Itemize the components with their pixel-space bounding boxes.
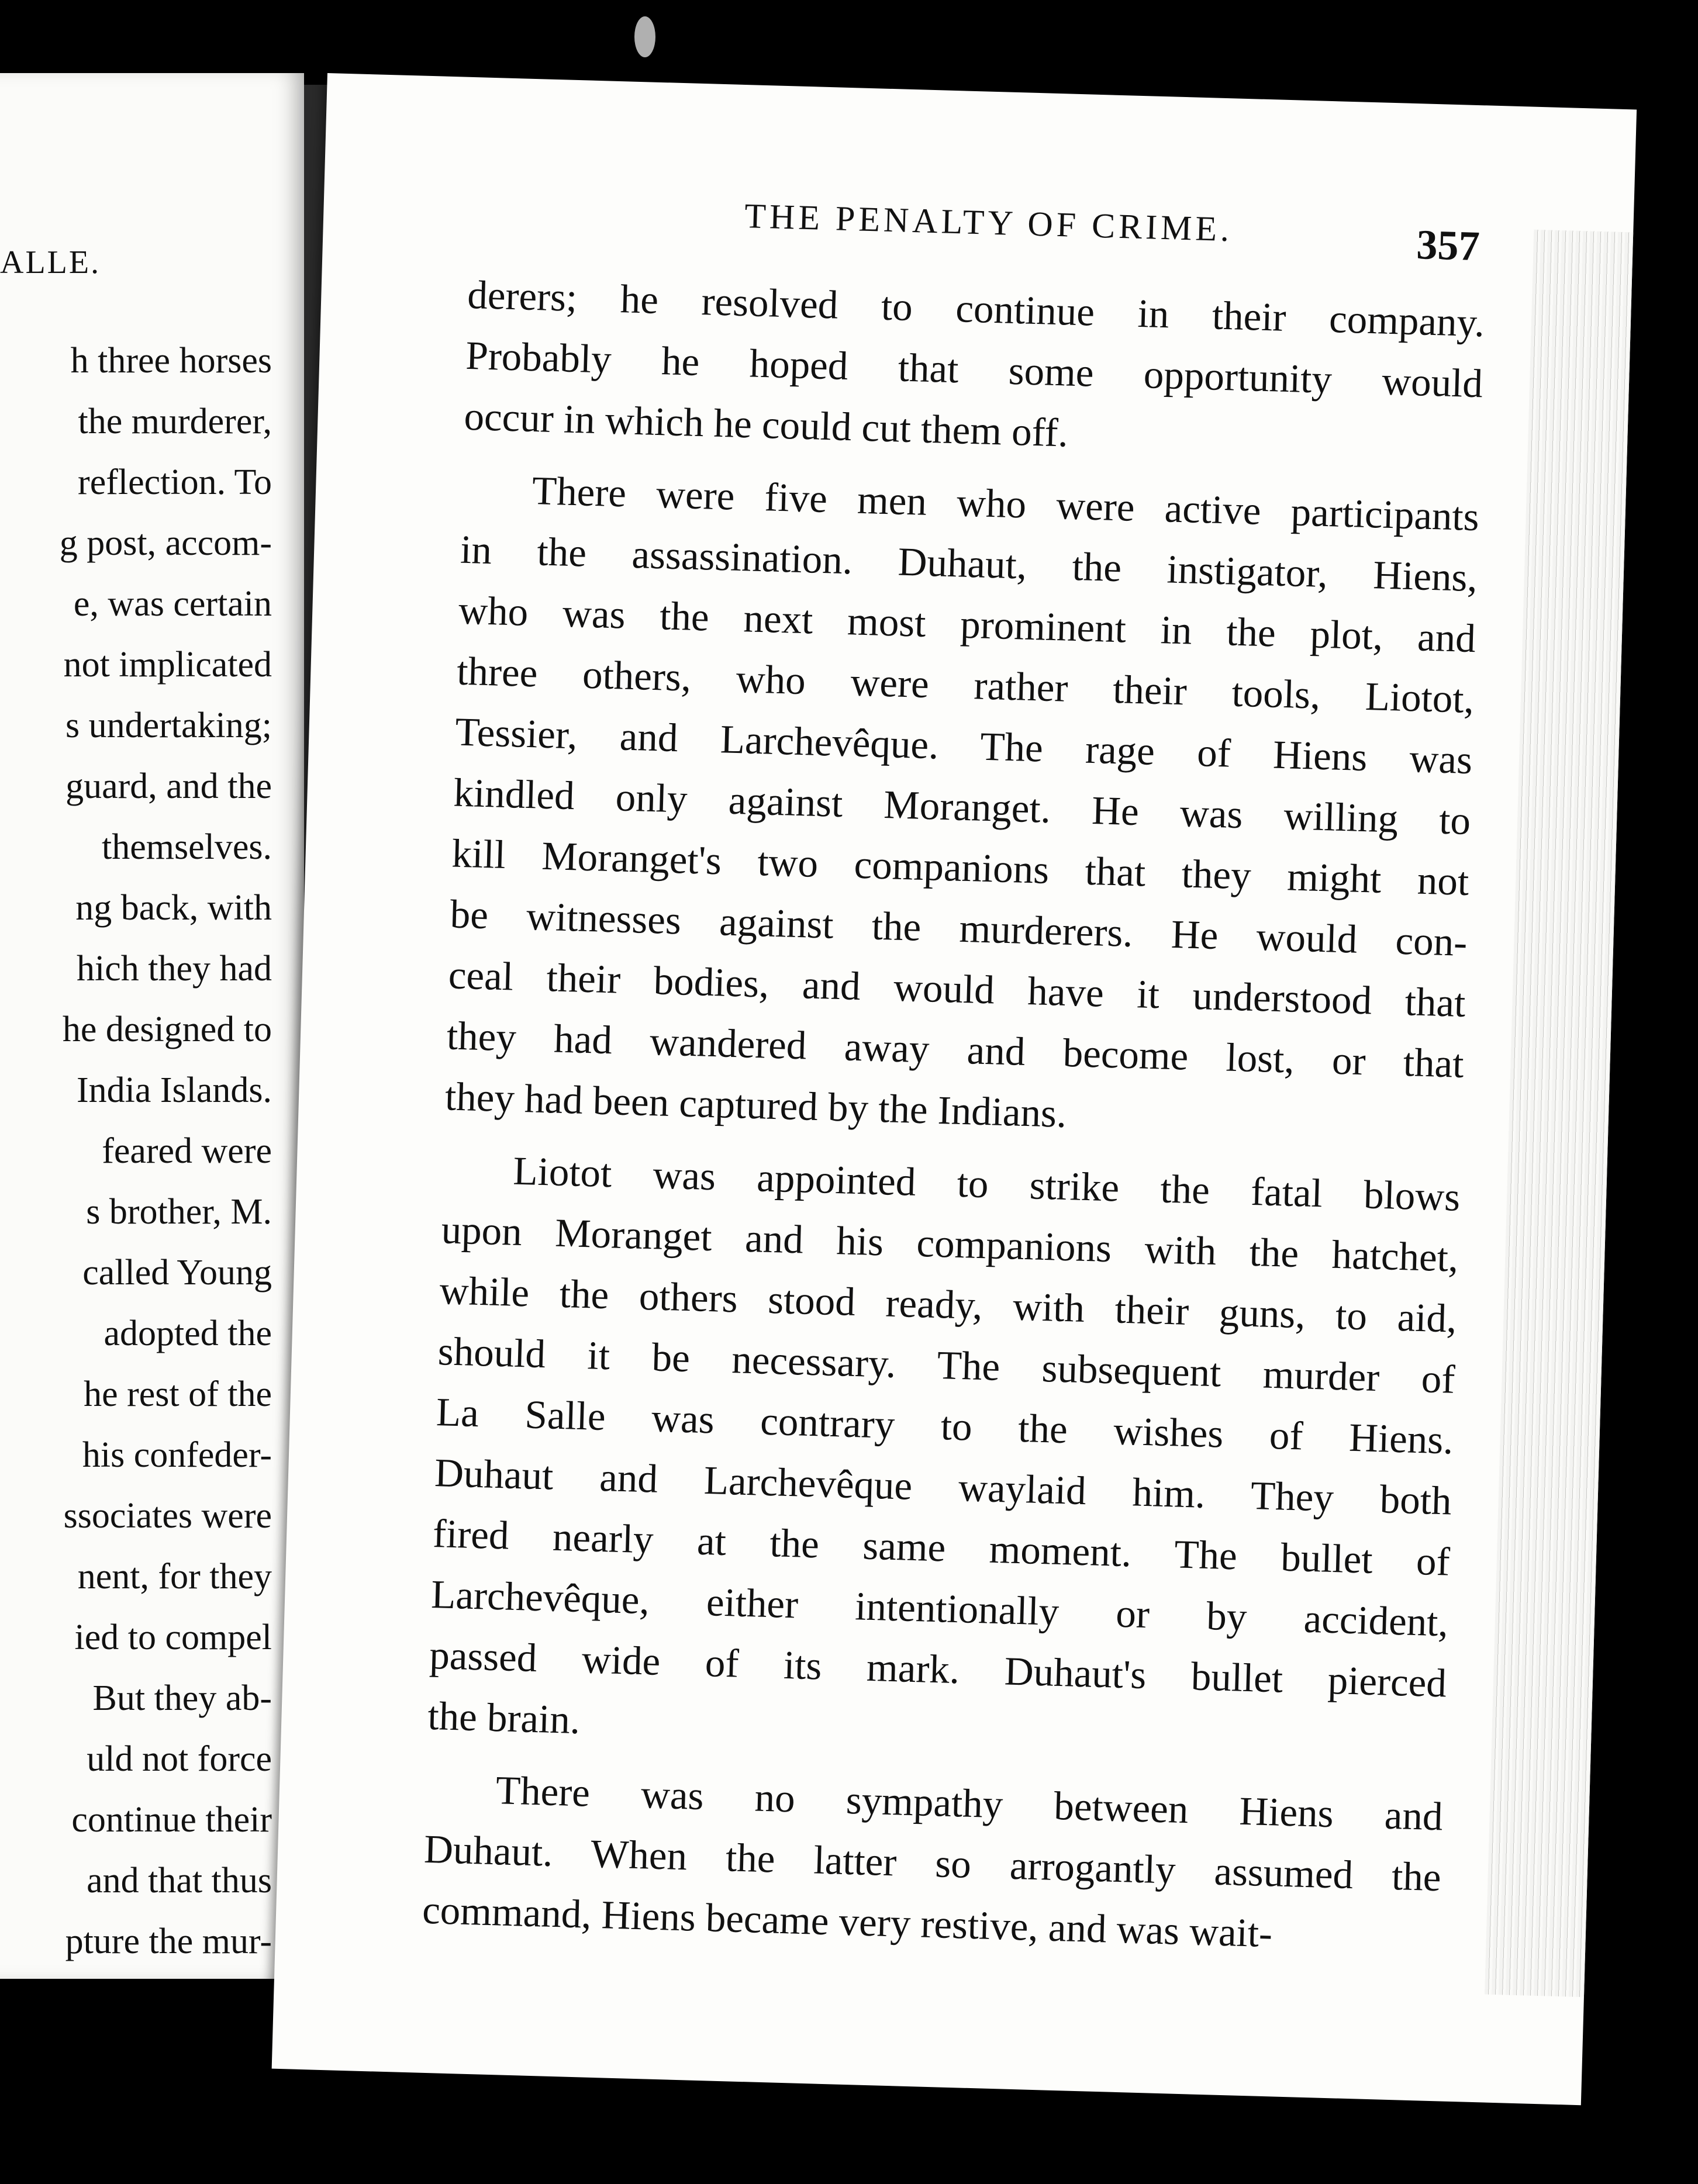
- text-line: the brain.: [427, 1693, 581, 1743]
- left-page-line: ng back, with: [75, 888, 272, 928]
- paragraph: [422, 1758, 1444, 1968]
- left-page-line: feared were: [102, 1131, 272, 1171]
- text-line: while the others stood ready, with their guns, to aid,: [439, 1268, 1458, 1341]
- text-line: in the assassination. Duhaut, the instigator, Hiens,: [460, 527, 1478, 600]
- text-line: La Salle was contrary to the wishes of Hiens.: [436, 1390, 1454, 1463]
- running-head: THE PENALTY OF CRIME.: [744, 196, 1233, 249]
- left-running-head: ALLE.: [0, 244, 101, 281]
- text-line: three others, who were rather their tools, Liotot,: [456, 648, 1475, 722]
- text-line: kindled only against Moranget. He was willing to: [453, 770, 1472, 844]
- left-page-line: hich they had: [76, 949, 272, 989]
- left-page-line: he rest of the: [84, 1374, 272, 1414]
- text-line: derers; he resolved to continue in their company.: [467, 272, 1485, 345]
- text-line: occur in which he could cut them off.: [463, 393, 1069, 455]
- page-edges: [1485, 230, 1633, 1998]
- right-page: [272, 73, 1637, 2105]
- text-line: fired nearly at the same moment. The bullet of: [432, 1511, 1451, 1584]
- left-page: [0, 73, 304, 1979]
- text-line: they had wandered away and become lost, or that: [446, 1013, 1465, 1086]
- paragraph: [427, 1138, 1461, 1774]
- body-text: [422, 264, 1485, 1968]
- text-line: should it be necessary. The subsequent murder of: [437, 1329, 1456, 1402]
- left-page-line: continue their: [71, 1800, 272, 1840]
- left-page-text: [0, 330, 304, 1972]
- left-page-line: e, was certain: [73, 584, 272, 624]
- scan-speck: [634, 16, 655, 57]
- page-number: 357: [1416, 221, 1480, 270]
- left-page-line: g post, accom-: [59, 523, 272, 563]
- text-line: Duhaut. When the latter so arrogantly assumed the: [423, 1826, 1442, 1900]
- text-line: be witnesses against the murderers. He would con-: [449, 891, 1468, 965]
- left-page-line: themselves.: [102, 827, 272, 867]
- text-line: There were five men who were active participants: [532, 468, 1480, 540]
- left-page-line: pture the mur-: [65, 1922, 272, 1961]
- left-page-line: his confeder-: [82, 1435, 272, 1475]
- text-line: upon Moranget and his companions with the hatchet,: [440, 1207, 1459, 1280]
- text-line: ceal their bodies, and would have it understood that: [447, 952, 1466, 1025]
- left-page-line: adopted the: [103, 1314, 272, 1353]
- left-page-line: But they ab-: [92, 1678, 272, 1718]
- paragraph: [444, 458, 1480, 1155]
- left-page-line: s undertaking;: [65, 706, 272, 745]
- left-page-line: and that thus: [87, 1861, 272, 1900]
- left-page-line: guard, and the: [65, 766, 272, 806]
- left-page-line: reflection. To: [78, 462, 272, 502]
- left-page-line: s brother, M.: [86, 1192, 272, 1232]
- text-line: command, Hiens became very restive, and was wait-: [422, 1887, 1274, 1956]
- text-line: they had been captured by the Indians.: [444, 1074, 1068, 1136]
- left-page-line: ied to compel: [74, 1618, 272, 1657]
- left-page-line: called Young: [82, 1253, 272, 1293]
- text-line: Probably he hoped that some opportunity would: [465, 333, 1483, 406]
- left-page-line: uld not force: [87, 1739, 272, 1779]
- left-page-line: not implicated: [63, 645, 272, 685]
- text-line: Tessier, and Larchevêque. The rage of Hiens was: [454, 709, 1473, 783]
- text-line: kill Moranget's two companions that they might not: [451, 831, 1470, 904]
- text-line: Larchevêque, either intentionally or by accident,: [430, 1571, 1449, 1645]
- paragraph: [463, 264, 1485, 475]
- left-page-line: he designed to: [62, 1010, 272, 1049]
- left-page-line: ssociates were: [63, 1496, 272, 1536]
- text-line: who was the next most prominent in the plot, and: [458, 588, 1476, 661]
- text-line: Liotot was appointed to strike the fatal blows: [512, 1148, 1461, 1219]
- text-line: Duhaut and Larchevêque waylaid him. They both: [434, 1450, 1452, 1523]
- text-line: passed wide of its mark. Duhaut's bullet pierced: [429, 1632, 1447, 1706]
- left-page-line: India Islands.: [76, 1070, 272, 1110]
- left-page-line: h three horses: [70, 341, 272, 381]
- text-line: There was no sympathy between Hiens and: [495, 1768, 1444, 1839]
- left-page-line: nent, for they: [77, 1557, 272, 1596]
- left-page-line: the murderer,: [78, 402, 272, 441]
